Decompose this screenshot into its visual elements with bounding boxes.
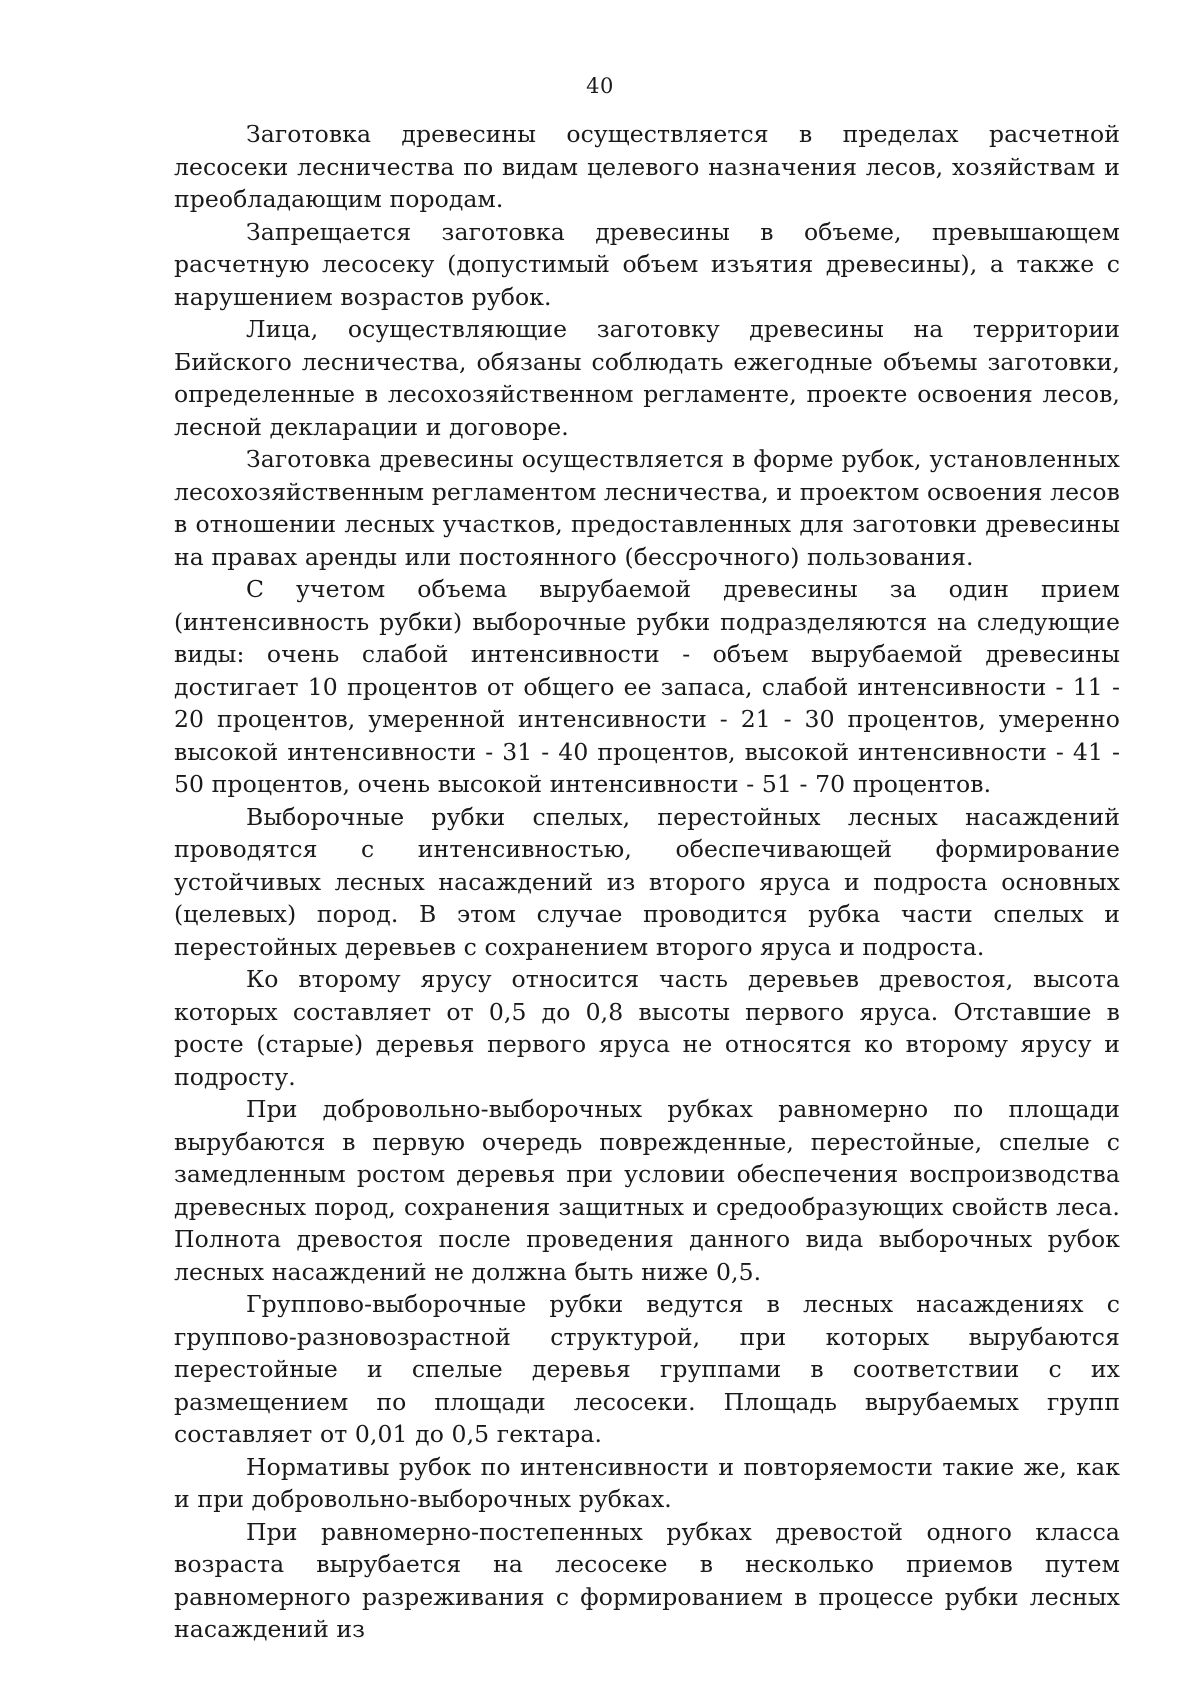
paragraph: Лица, осуществляющие заготовку древесины на территории Бийского лесничества, обязаны соблюдать ежегодные объемы заготовки, определенные в лесохозяйственном регламенте, проекте освоения лесов, лесной декларации и договоре. xyxy=(174,315,1120,441)
paragraph: Заготовка древесины осуществляется в пределах расчетной лесосеки лесничества по видам целевого назначения лесов, хозяйствам и преобладающим породам. xyxy=(174,120,1120,213)
paragraph: При добровольно-выборочных рубках равномерно по площади вырубаются в первую очередь поврежденные, перестойные, спелые с замедленным ростом деревья при условии обеспечения воспроизводства древесных пород, сохранения защитных и средообразующих свойств леса. Полнота древостоя после проведения данного вида выборочных рубок лесных насаждений не должна быть ниже 0,5. xyxy=(174,1095,1120,1286)
paragraph: Выборочные рубки спелых, перестойных лесных насаждений проводятся с интенсивностью, обеспечивающей формирование устойчивых лесных насаждений из второго яруса и подроста основных (целевых) пород. В этом случае проводится рубка части спелых и перестойных деревьев с сохранением второго яруса и подроста. xyxy=(174,802,1120,961)
paragraph: Запрещается заготовка древесины в объеме, превышающем расчетную лесосеку (допустимый объем изъятия древесины), а также с нарушением возрастов рубок. xyxy=(174,217,1120,311)
page-number: 40 xyxy=(586,74,614,98)
paragraph: При равномерно-постепенных рубках древостой одного класса возраста вырубается на лесосеке в несколько приемов путем равномерного разреживания с формированием в процессе рубки лесных насаждений из xyxy=(174,1517,1120,1643)
paragraph: Группово-выборочные рубки ведутся в лесных насаждениях с групповo-разновозрастной структурой, при которых вырубаются перестойные и спелые деревья группами в соответствии с их размещением по площади лесосеки. Площадь вырубаемых групп составляет от 0,01 до 0,5 гектара. xyxy=(174,1290,1120,1448)
document-body xyxy=(174,118,1120,1646)
paragraph: Нормативы рубок по интенсивности и повторяемости такие же, как и при добровольно-выборочных рубках. xyxy=(174,1452,1120,1513)
paragraph: Ко второму ярусу относится часть деревьев древостоя, высота которых составляет от 0,5 до 0,8 высоты первого яруса. Отставшие в росте (старые) деревья первого яруса не относятся ко второму ярусу и подросту. xyxy=(174,965,1120,1091)
paragraph: С учетом объема вырубаемой древесины за один прием (интенсивность рубки) выборочные рубки подразделяются на следующие виды: очень слабой интенсивности - объем вырубаемой древесины достигает 10 процентов от общего ее запаса, слабой интенсивности - 11 - 20 процентов, умеренной интенсивности - 21 - 30 процентов, умеренно высокой интенсивности - 31 - 40 процентов, высокой интенсивности - 41 - 50 процентов, очень высокой интенсивности - 51 - 70 процентов. xyxy=(174,575,1120,798)
paragraph: Заготовка древесины осуществляется в форме рубок, установленных лесохозяйственным регламентом лесничества, и проектом освоения лесов в отношении лесных участков, предоставленных для заготовки древесины на правах аренды или постоянного (бессрочного) пользования. xyxy=(174,445,1120,571)
